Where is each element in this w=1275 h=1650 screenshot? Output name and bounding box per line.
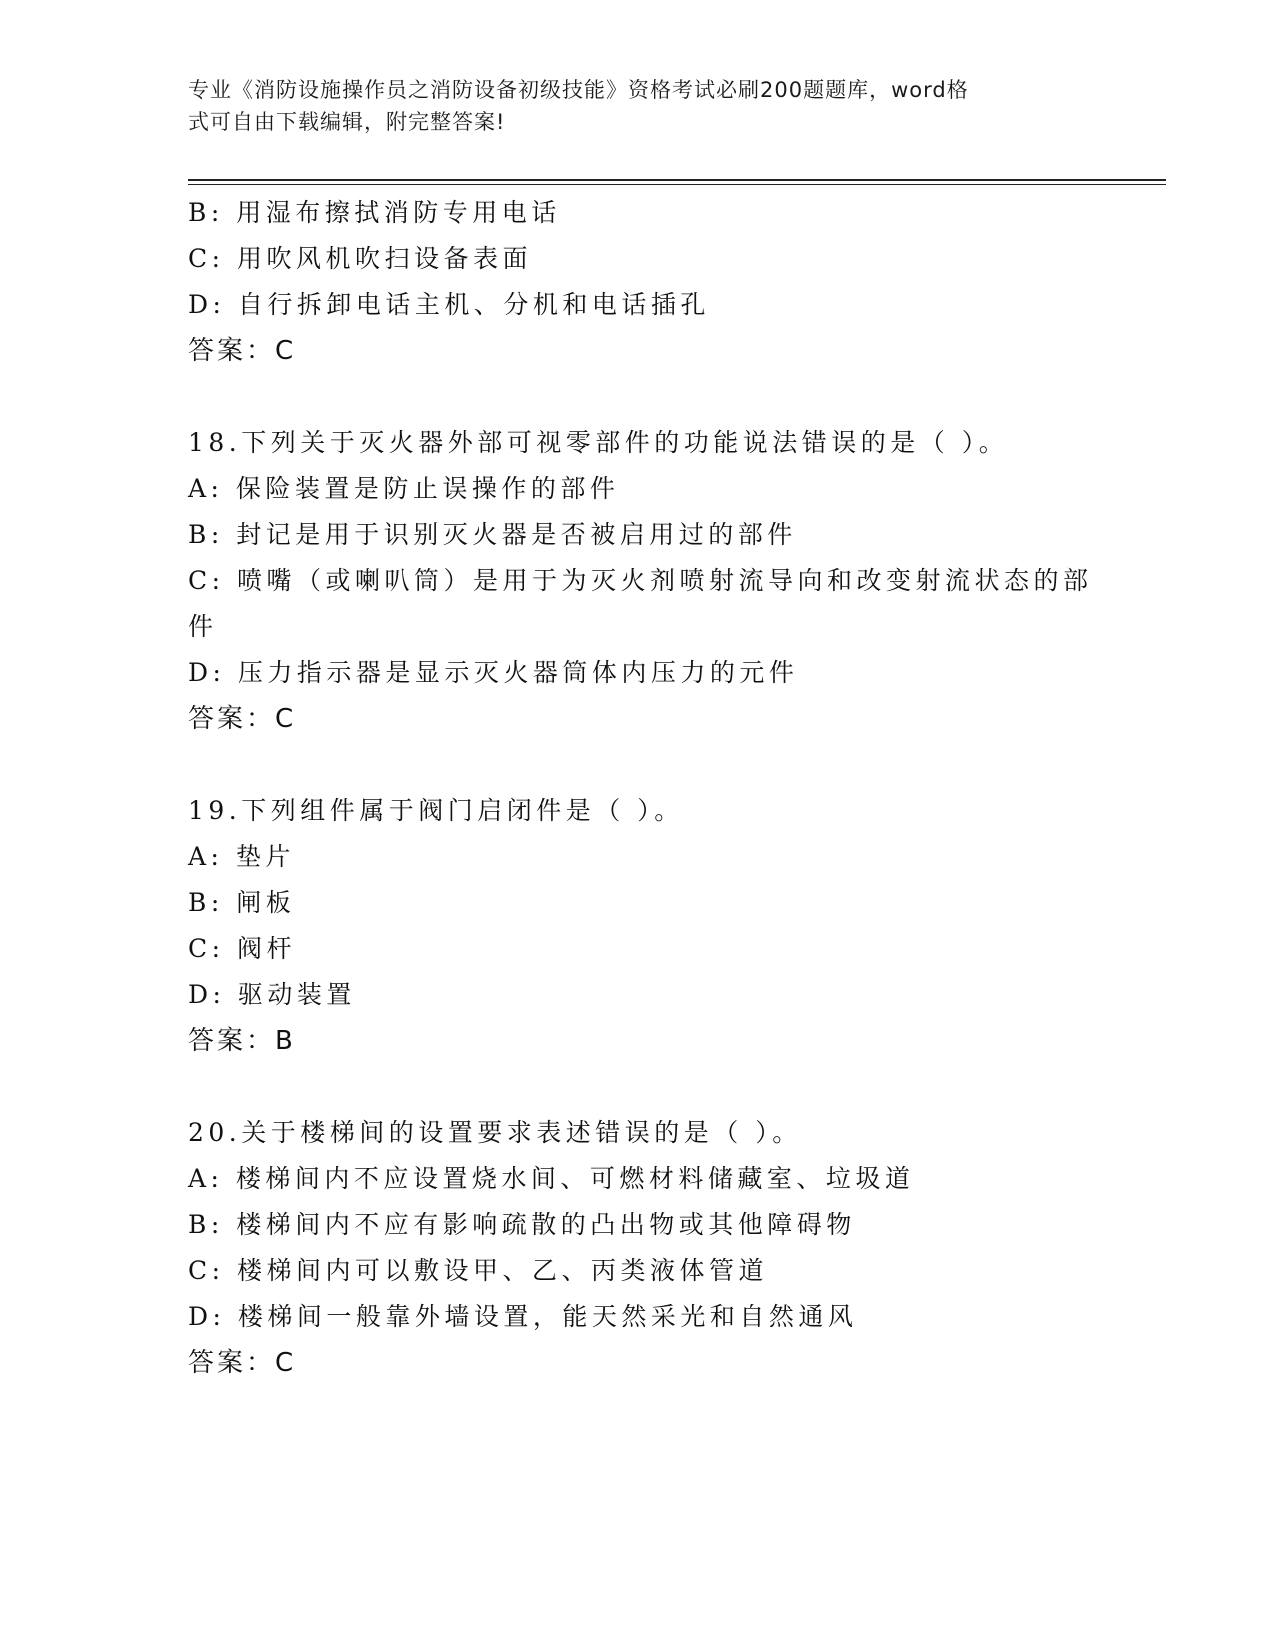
header-divider-thick bbox=[188, 179, 1166, 181]
option-c: C: 喷嘴（或喇叭筒）是用于为灭火剂喷射流导向和改变射流状态的部 bbox=[188, 566, 1093, 595]
answer-line: 答案：C bbox=[188, 336, 297, 366]
option-c: C: 用吹风机吹扫设备表面 bbox=[188, 244, 532, 273]
option-c: C: 阀杆 bbox=[188, 934, 296, 963]
question-17-tail bbox=[188, 190, 1088, 374]
header-line-2: 式可自由下载编辑，附完整答案! bbox=[188, 110, 506, 134]
option-d: D: 自行拆卸电话主机、分机和电话插孔 bbox=[188, 290, 710, 319]
option-a: A: 垫片 bbox=[188, 842, 295, 871]
question-text: 18.下列关于灭火器外部可视零部件的功能说法错误的是（ ）。 bbox=[188, 428, 1009, 457]
question-content bbox=[188, 190, 1093, 1386]
header-line-1: 专业《消防设施操作员之消防设备初级技能》资格考试必刷200题题库，word格 bbox=[188, 78, 969, 102]
document-header bbox=[188, 74, 1068, 138]
question-18 bbox=[188, 420, 1093, 742]
header-divider-thin bbox=[188, 184, 1166, 185]
option-b: B: 用湿布擦拭消防专用电话 bbox=[188, 198, 561, 227]
question-20 bbox=[188, 1110, 1088, 1386]
option-d: D: 驱动装置 bbox=[188, 980, 356, 1009]
answer-line: 答案：C bbox=[188, 704, 297, 734]
option-b: B: 封记是用于识别灭火器是否被启用过的部件 bbox=[188, 520, 797, 549]
option-b: B: 闸板 bbox=[188, 888, 296, 917]
question-text: 20.关于楼梯间的设置要求表述错误的是（ ）。 bbox=[188, 1118, 802, 1147]
option-d: D: 压力指示器是显示灭火器筒体内压力的元件 bbox=[188, 658, 799, 687]
answer-line: 答案：C bbox=[188, 1348, 297, 1378]
option-c-continued: 件 bbox=[188, 612, 218, 641]
option-a: A: 保险装置是防止误操作的部件 bbox=[188, 474, 620, 503]
option-c: C: 楼梯间内可以敷设甲、乙、丙类液体管道 bbox=[188, 1256, 768, 1285]
option-d: D: 楼梯间一般靠外墙设置，能天然采光和自然通风 bbox=[188, 1302, 858, 1331]
question-19 bbox=[188, 788, 1088, 1064]
option-a: A: 楼梯间内不应设置烧水间、可燃材料储藏室、垃圾道 bbox=[188, 1164, 915, 1193]
answer-line: 答案：B bbox=[188, 1026, 296, 1056]
question-text: 19.下列组件属于阀门启闭件是（ ）。 bbox=[188, 796, 684, 825]
option-b: B: 楼梯间内不应有影响疏散的凸出物或其他障碍物 bbox=[188, 1210, 856, 1239]
